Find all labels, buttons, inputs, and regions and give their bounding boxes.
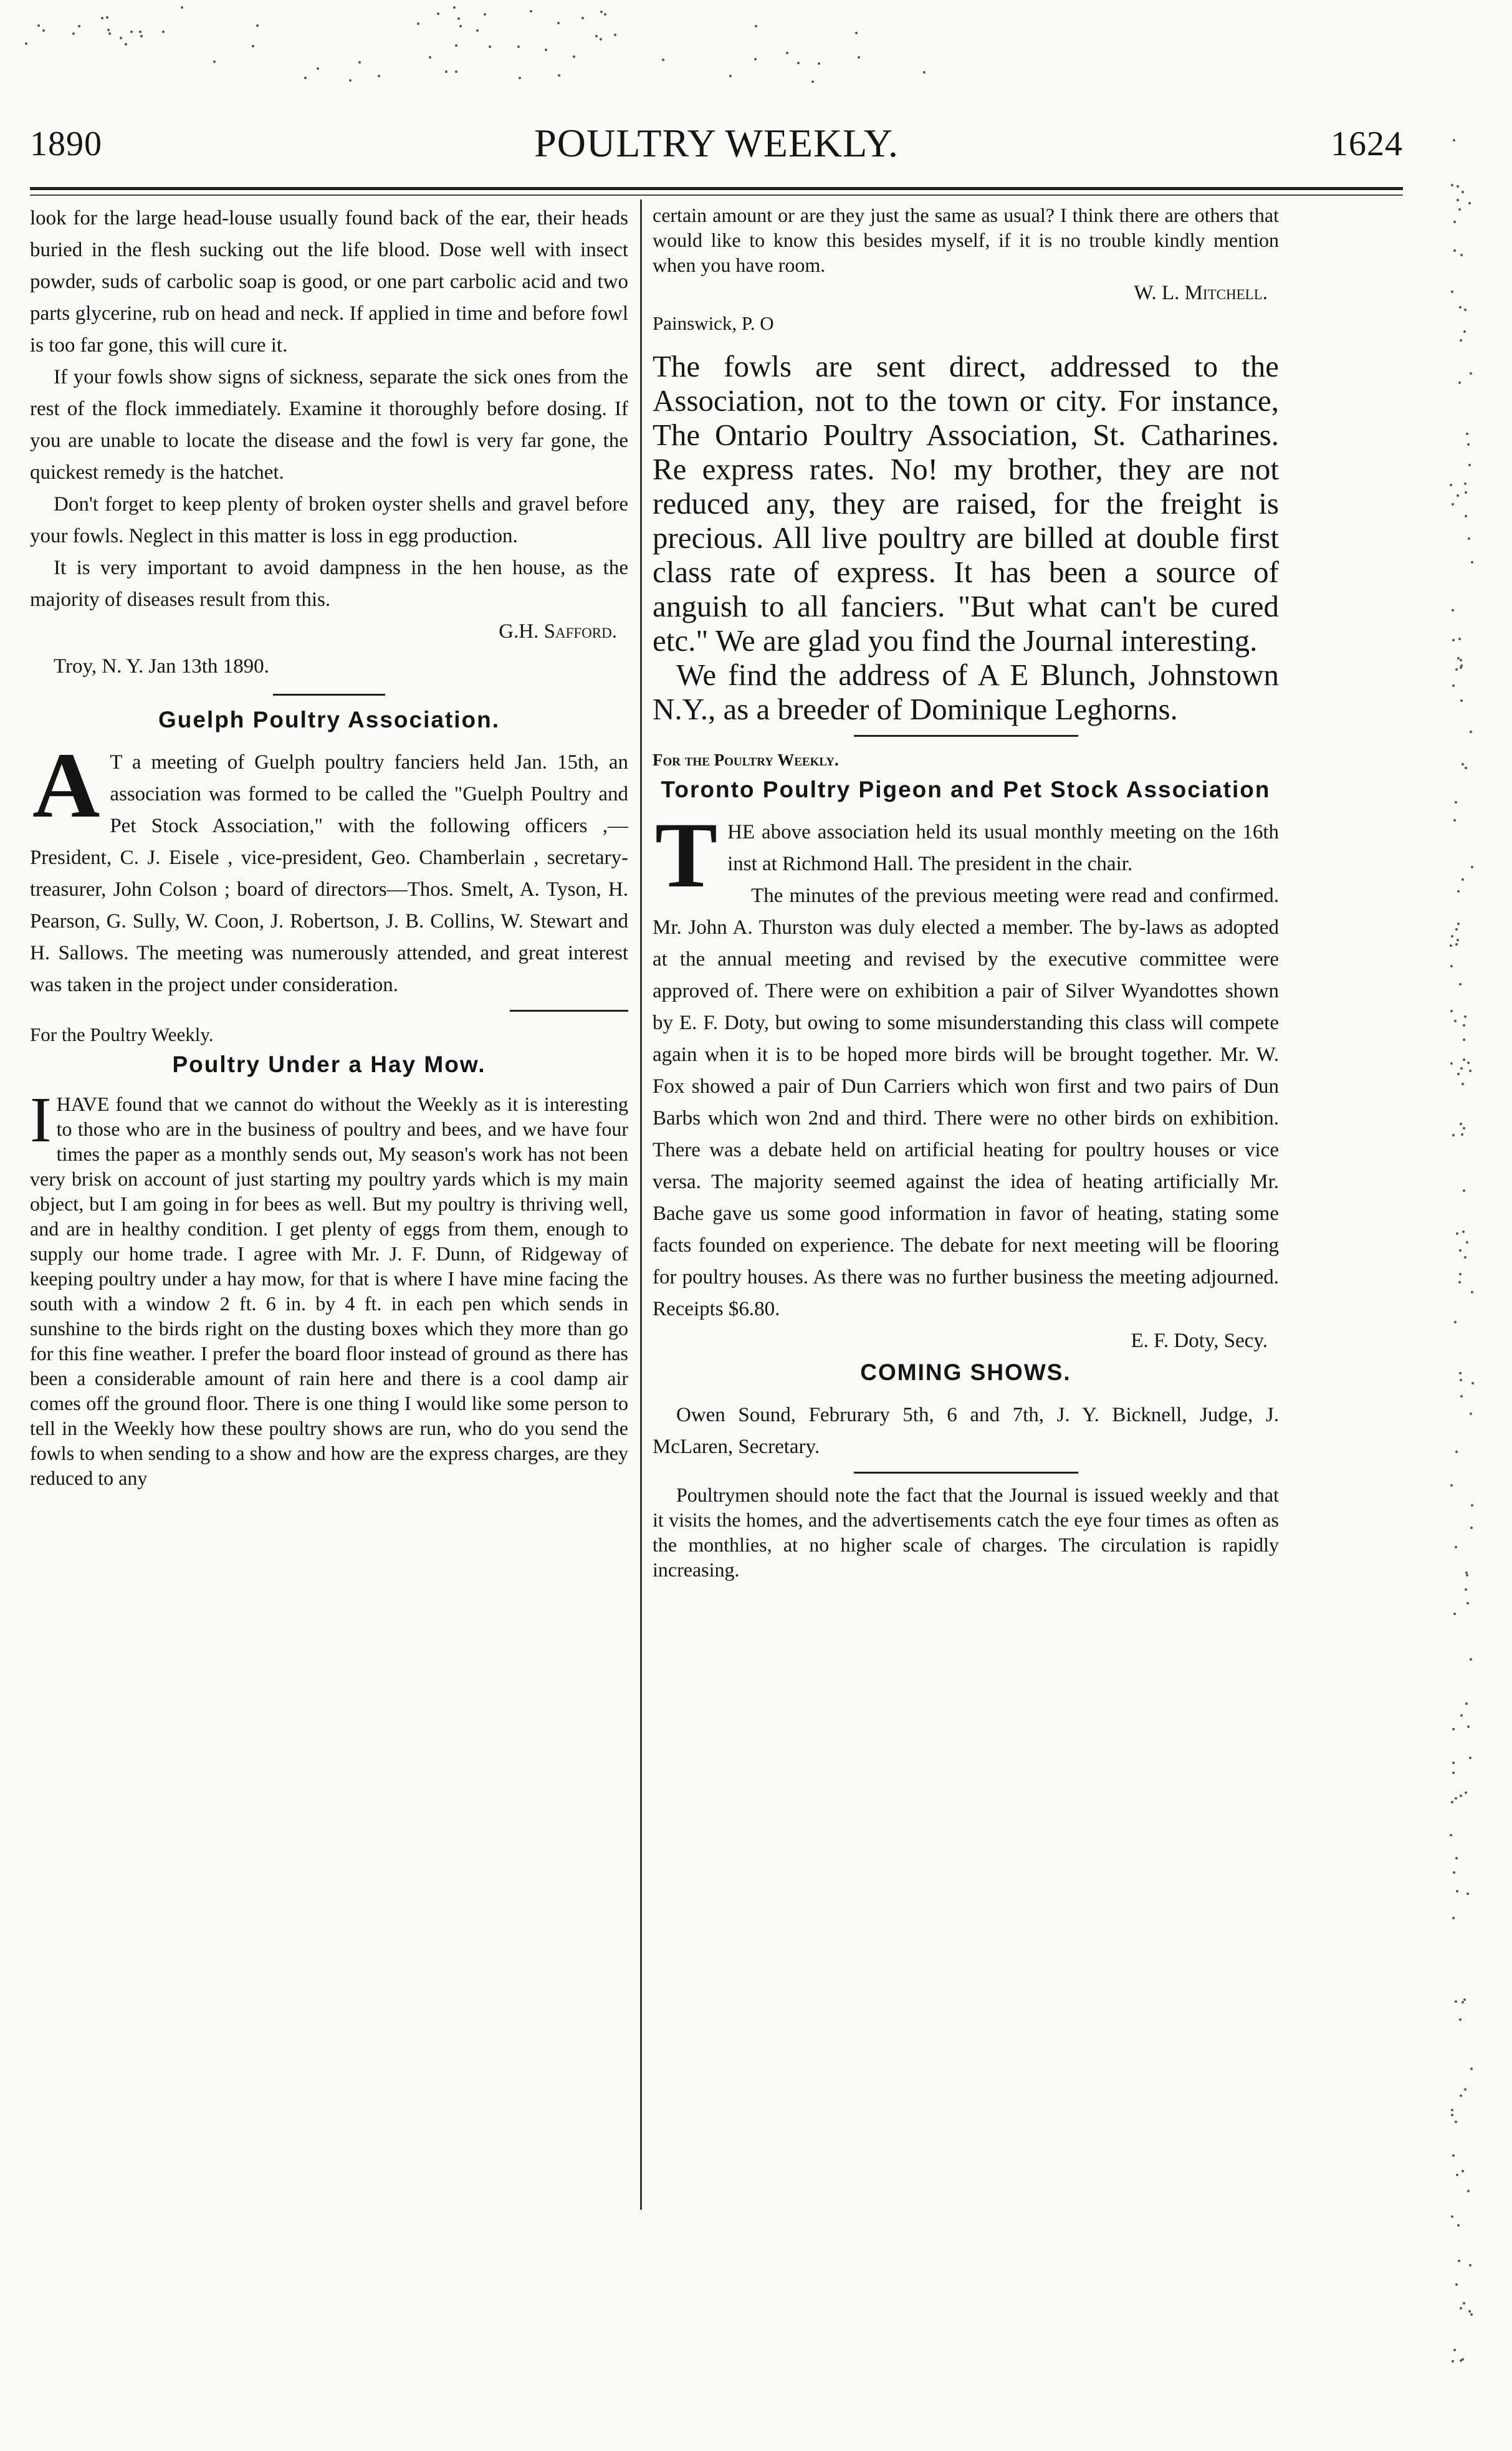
coming-shows-body: Owen Sound, Februrary 5th, 6 and 7th, J. Y. Bicknell, Judge, J. McLaren, Secretary. <box>653 1404 1279 1458</box>
scan-speck <box>1451 184 1453 186</box>
scan-speck <box>614 34 616 36</box>
scan-speck <box>1455 943 1458 946</box>
scan-speck <box>304 77 307 79</box>
scan-speck <box>1459 983 1462 986</box>
scan-speck <box>755 25 757 27</box>
toronto-article <box>653 803 1279 1325</box>
scan-speck <box>1463 1189 1465 1192</box>
scan-speck <box>1457 1073 1460 1075</box>
scan-speck <box>252 45 254 47</box>
scan-speck <box>1468 464 1471 466</box>
scan-speck <box>600 11 603 13</box>
scan-speck <box>120 37 122 39</box>
toronto-body: The minutes of the previous meeting were read and confirmed. Mr. John A. Thurston was duly elected a member. The by-laws as adopted at the annual meeting and revised by the executive committee were approved of. There were on exhibition a pair of Silver Wyandottes shown by E. F. Doty, but owing to some misunderstanding this class will compete again when it is to be hoped more birds will be brought together. Mr. W. Fox showed a pair of Dun Carriers which won first and two pairs of Dun Barbs which won 2nd and third. There were no other birds on exhibition. There was a debate held on artificial heating for poultry houses or vice versa. The majority seemed against the idea of heating artificially Mr. Bache gave us some good information in favor of heating, stating some facts founded on experience. The debate for next meeting will be flooring for poultry houses. As there was no further business the meeting adjourned. Receipts $6.80. <box>653 885 1279 1320</box>
scan-speck <box>1460 699 1463 702</box>
scan-speck <box>1456 2174 1458 2176</box>
scan-speck <box>595 35 598 37</box>
scan-speck <box>530 10 532 12</box>
scan-speck <box>1463 1127 1465 1130</box>
scan-speck <box>557 22 560 24</box>
scan-speck <box>25 42 27 45</box>
scan-speck <box>1470 1658 1472 1661</box>
scan-speck <box>1462 1230 1465 1233</box>
scan-speck <box>1460 2359 1462 2362</box>
scan-speck <box>1471 1291 1473 1293</box>
scan-speck <box>1460 1123 1462 1125</box>
toronto-credit: For the Poultry Weekly. <box>653 751 839 769</box>
scan-speck <box>1470 1413 1472 1415</box>
scan-speck <box>1467 1602 1469 1604</box>
scan-speck <box>437 12 439 15</box>
scan-speck <box>1468 537 1470 540</box>
scan-speck <box>1466 433 1468 435</box>
scan-speck <box>1460 2307 1462 2310</box>
scan-speck <box>1452 1917 1455 1919</box>
scan-speck <box>1464 2088 1467 2091</box>
scan-speck <box>1466 1241 1468 1244</box>
scan-speck <box>1459 1372 1462 1374</box>
scan-speck <box>1466 1574 1468 1576</box>
signature-mitchell: W. L. Mitchell. <box>1134 282 1268 304</box>
scan-speck <box>130 31 133 33</box>
scan-speck <box>1453 2349 1456 2351</box>
coming-shows-heading: COMING SHOWS. <box>860 1360 1071 1385</box>
scan-speck <box>1450 944 1452 947</box>
scan-speck <box>1452 1728 1455 1730</box>
section-divider <box>273 694 385 696</box>
scan-speck <box>1460 666 1462 669</box>
scan-speck <box>1462 2170 1464 2172</box>
scan-speck <box>349 79 352 82</box>
scan-speck <box>1453 139 1455 141</box>
scan-speck <box>1460 2094 1462 2097</box>
scan-speck <box>1463 1038 1465 1041</box>
scan-speck <box>1467 1725 1470 1728</box>
scan-speck <box>1455 801 1457 803</box>
scan-speck <box>1465 491 1467 494</box>
sickness-paragraph: If your fowls show signs of sickness, separate the sick ones from the rest of the flock immediately. Examine it thoroughly before dosing. If you are unable to locate the disease and the fowl is very far gone, the quickest remedy is the hatchet. <box>30 366 628 484</box>
scan-speck <box>1470 2313 1473 2316</box>
article-continuation-paragraph: look for the large head-louse usually found back of the ear, their heads buried in the flesh sucking out the life blood. Dose well with insect powder, suds of carbolic soap is good, or one part carbolic acid and two parts glycerine, rub on head and neck. If applied in time and before fowl is too far gone, this will cure it. <box>30 207 628 357</box>
guelph-article <box>30 734 628 1001</box>
guelph-drop-cap: A <box>32 734 100 837</box>
dateline-troy: Troy, N. Y. Jan 13th 1890. <box>54 655 269 678</box>
editor-reply: The fowls are sent direct, addressed to the Association, not to the town or city. For instance, The Ontario Poultry Association, St. Catharines. Re express rates. No! my brother, they are not reduced any, they are raised, for the freight is precious. All live poultry are billed at double first class rate of express. It has been a source of anguish to all fanciers. "But what can't be cured etc." We are glad you find the Journal interesting. <box>653 349 1279 658</box>
scan-speck <box>37 24 40 27</box>
scan-speck <box>1452 1134 1455 1136</box>
scan-speck <box>1464 1256 1467 1259</box>
scan-speck <box>1455 1857 1458 1859</box>
scan-speck <box>1453 249 1456 252</box>
scan-speck <box>1457 185 1459 188</box>
scan-speck <box>1458 2260 1460 2262</box>
scan-speck <box>1452 1772 1455 1774</box>
scan-speck <box>1455 2000 1457 2003</box>
scan-speck <box>256 24 259 27</box>
scan-speck <box>786 52 788 54</box>
scan-speck <box>1471 866 1473 868</box>
scan-speck <box>1460 1714 1463 1717</box>
scan-speck <box>1461 1133 1463 1136</box>
scan-speck <box>1458 208 1461 211</box>
toronto-heading: Toronto Poultry Pigeon and Pet Stock Association <box>661 777 1271 802</box>
scan-speck <box>1452 1762 1455 1764</box>
scan-speck <box>457 17 460 20</box>
hay-drop-cap: I <box>30 1084 52 1156</box>
scan-speck <box>1450 484 1452 486</box>
scan-speck <box>1465 1588 1467 1591</box>
scan-speck <box>1462 1083 1464 1085</box>
hay-mow-body: HAVE found that we cannot do without the Weekly as it is interesting to those who are in the business of poultry and bees, and we have four times the paper as a monthly sends out, My season's work has not been very brisk on account of just starting my poultry yards which is my main object, but I am going in for bees as well. But my poultry is thriving well, and are in healthy condition. I get plenty of eggs from them, enough to supply our home trade. I agree with Mr. J. F. Dunn, of Ridgeway of keeping poultry under a hay mow, for that is where I have mine facing the south with a window 2 ft. 6 in. by 4 ft. in each pen which sends in sunshine to the birds right on the dusting boxes which they more than go for this fine weather. I prefer the board floor instead of ground as there has been a considerable amount of rain here and there is a cool damp air comes off the ground floor. There is one thing I would like some person to tell in the Weekly how these poultry shows are run, who do you send the fowls to when sending to a show and how are the express charges, are they reduced to any <box>30 1093 628 1489</box>
scan-speck <box>1452 639 1455 641</box>
scan-speck <box>1454 1321 1457 1323</box>
scan-speck <box>1454 1020 1457 1022</box>
scan-speck <box>1458 638 1461 640</box>
scan-speck <box>1450 1834 1452 1836</box>
scan-speck <box>1452 684 1455 687</box>
scan-speck <box>162 31 165 33</box>
header-rule <box>30 187 1403 190</box>
dampness-paragraph: It is very important to avoid dampness in the hen house, as the majority of diseases result from this. <box>30 557 628 611</box>
scan-speck <box>1455 668 1458 671</box>
header-year: 1890 <box>30 125 102 163</box>
scan-speck <box>1458 1281 1461 1283</box>
scan-speck <box>1457 890 1460 893</box>
scan-speck <box>1451 2215 1453 2218</box>
scan-speck <box>1456 1232 1458 1235</box>
scan-speck <box>484 13 486 16</box>
scan-speck <box>1453 1613 1456 1615</box>
scan-speck <box>1471 1504 1473 1507</box>
scan-speck <box>1455 2283 1458 2286</box>
scan-edge-marks <box>1450 137 1475 2394</box>
scan-speck <box>797 62 800 64</box>
scan-speck <box>1465 1571 1468 1574</box>
scan-speck <box>1456 1890 1458 1892</box>
scan-speck <box>1465 1702 1468 1705</box>
scan-speck <box>1462 763 1464 765</box>
column-separator <box>640 199 642 2210</box>
scan-speck <box>811 80 814 83</box>
scan-speck <box>42 29 45 32</box>
scan-speck <box>1450 1010 1453 1012</box>
scan-speck <box>545 49 547 51</box>
scan-speck <box>1451 290 1453 293</box>
scan-speck <box>1465 1791 1467 1794</box>
scan-speck <box>1469 2264 1471 2266</box>
scan-speck <box>1464 309 1467 311</box>
toronto-drop-cap: T <box>655 803 718 907</box>
signature-safford: G.H. Safford. <box>499 620 617 643</box>
scan-speck <box>1457 923 1460 925</box>
scan-speck <box>754 58 757 60</box>
scan-speck <box>125 43 127 46</box>
editor-reply-blunch: We find the address of A E Blunch, Johnstown N.Y., as a breeder of Dominique Leghorns. <box>653 658 1279 726</box>
scan-speck <box>429 56 431 59</box>
scan-speck <box>213 60 216 63</box>
scan-speck <box>1462 2001 1464 2003</box>
scan-speck <box>1469 1757 1471 1759</box>
scan-speck <box>1460 1067 1463 1070</box>
scan-speck <box>1452 2154 1455 2157</box>
circulation-notice: Poultrymen should note the fact that the Journal is issued weekly and that it visits the homes, and the advertisements catch the eye four times as often as the monthlies, at no higher scale of charges. The circulation is rapidly increasing. <box>653 1484 1279 1581</box>
scan-speck <box>1457 657 1460 660</box>
scan-speck <box>1460 254 1463 256</box>
scan-speck <box>1470 731 1472 733</box>
scan-speck <box>1457 199 1459 201</box>
scan-speck <box>140 35 143 37</box>
scan-speck <box>181 6 183 9</box>
scan-speck <box>101 17 103 19</box>
scan-speck <box>581 17 584 19</box>
scan-speck <box>573 55 575 58</box>
scan-speck <box>1453 819 1456 822</box>
scan-speck <box>1470 2068 1473 2070</box>
scan-speck <box>358 61 361 64</box>
left-column <box>30 203 628 1490</box>
scan-speck <box>106 16 108 19</box>
scan-speck <box>459 25 462 27</box>
scan-speck <box>1450 1062 1453 1065</box>
scan-speck <box>1457 494 1459 497</box>
scan-speck <box>139 31 141 33</box>
scan-speck <box>1464 482 1467 485</box>
scan-speck <box>1468 2310 1471 2313</box>
scan-speck <box>1467 2190 1470 2192</box>
scan-speck <box>923 71 926 74</box>
scan-speck <box>378 75 380 77</box>
scan-speck <box>1471 561 1473 564</box>
scan-speck <box>1467 1892 1469 1895</box>
scan-speck <box>1452 609 1454 612</box>
scan-speck <box>1468 202 1471 204</box>
scan-speck <box>1451 935 1453 938</box>
hay-mow-article <box>30 1084 628 1490</box>
running-head <box>30 109 1403 178</box>
scan-speck <box>858 56 860 59</box>
scan-speck <box>1453 1871 1455 1874</box>
scan-speck <box>1452 2360 1454 2362</box>
section-divider <box>854 735 1078 737</box>
scan-speck <box>1455 1797 1457 1800</box>
toronto-body-opening: HE above association held its usual monthly meeting on the 16th inst at Richmond Hall. The president in the chair. <box>727 821 1279 875</box>
scan-speck <box>78 25 80 27</box>
scan-speck <box>600 38 602 41</box>
scan-speck <box>1459 1273 1462 1275</box>
scan-speck <box>1459 1249 1462 1252</box>
letter-continuation: certain amount or are they just the same as usual? I think there are others that would like to know this besides myself, if it is no trouble kindly mention when you have room. <box>653 204 1279 276</box>
scan-speck <box>1453 221 1456 223</box>
scan-speck <box>1452 503 1454 506</box>
scan-speck <box>855 32 858 34</box>
section-divider <box>510 1010 628 1012</box>
scan-speck <box>476 29 479 32</box>
scan-speck <box>1451 2114 1453 2116</box>
oyster-shells-paragraph: Don't forget to keep plenty of broken oyster shells and gravel before your fowls. Neglect in this matter is loss in egg production. <box>30 493 628 547</box>
scan-speck <box>72 32 75 35</box>
scan-speck <box>1460 1795 1462 1797</box>
scan-speck <box>1459 306 1462 309</box>
hay-mow-heading: Poultry Under a Hay Mow. <box>172 1052 486 1077</box>
scan-speck <box>1470 1527 1473 1529</box>
scan-speck <box>1450 1484 1453 1487</box>
scan-speck <box>1471 1382 1474 1384</box>
guelph-body: T a meeting of Guelph poultry fanciers held Jan. 15th, an association was formed to be called the "Guelph Poultry and Pet Stock Association," with the following officers ,—President, C. J. Eisele , vice-president, Geo. Chamberlain , secretary-treasurer, John Colson ; board of directors—Thos. Smelt, A. Tyson, H. Pearson, G. Sully, W. Coon, J. Robertson, J. B. Collins, W. Stewart and H. Sallows. The meeting was numerously attended, and great interest was taken in the project under consideration. <box>30 751 628 996</box>
scan-speck <box>1451 1801 1453 1803</box>
header-page-number: 1624 <box>1331 125 1403 163</box>
scan-speck <box>662 59 664 61</box>
scan-speck <box>1463 2302 1465 2305</box>
scan-speck <box>1463 1998 1466 2001</box>
scan-speck <box>1458 381 1461 384</box>
scan-speck <box>1460 1379 1462 1381</box>
scan-speck <box>1457 939 1459 941</box>
scan-speck <box>317 67 319 70</box>
scan-speck <box>1455 1546 1457 1548</box>
scan-speck <box>1463 330 1466 333</box>
scan-speck <box>445 70 447 73</box>
scan-speck <box>558 74 560 77</box>
header-title: POULTRY WEEKLY. <box>534 121 899 165</box>
scan-speck <box>1469 1070 1471 1072</box>
signature-doty: E. F. Doty, Secy. <box>1131 1330 1268 1352</box>
scan-speck <box>1470 372 1472 375</box>
scan-speck <box>1462 878 1464 881</box>
scan-speck <box>1450 965 1453 967</box>
scan-speck <box>1460 1395 1463 1398</box>
scan-speck <box>519 77 521 79</box>
scan-speck <box>1455 2121 1457 2123</box>
scan-speck <box>1451 2109 1453 2111</box>
section-divider <box>854 1472 1078 1474</box>
guelph-heading: Guelph Poultry Association. <box>158 707 500 732</box>
scan-speck <box>1463 1058 1465 1061</box>
scan-speck <box>489 46 491 48</box>
scan-speck <box>1464 1015 1467 1018</box>
header-rule-thin <box>30 194 1403 196</box>
right-column <box>653 203 1279 1582</box>
scan-speck <box>453 6 456 9</box>
scan-speck <box>1462 191 1464 193</box>
scan-speck <box>1467 1062 1470 1064</box>
hay-credit: For the Poultry Weekly. <box>30 1024 214 1045</box>
scan-speck <box>818 62 820 65</box>
scan-speck <box>604 13 606 16</box>
scan-speck <box>1463 1024 1465 1027</box>
scan-speck <box>107 29 110 31</box>
place-painswick: Painswick, P. O <box>653 312 774 334</box>
scan-speck <box>1455 1451 1458 1453</box>
scan-speck <box>1455 928 1458 931</box>
scan-speck <box>1467 443 1470 446</box>
scan-speck <box>1457 2224 1460 2227</box>
scan-speck <box>1460 659 1462 661</box>
scan-speck <box>1460 339 1462 342</box>
scan-speck <box>455 70 457 73</box>
scan-speck <box>1465 767 1467 769</box>
scan-speck <box>729 75 732 77</box>
scan-speck <box>1465 515 1467 517</box>
scan-speck <box>108 32 111 35</box>
scan-speck <box>517 46 520 48</box>
scan-speck <box>417 22 419 25</box>
scan-speck <box>1459 2018 1462 2021</box>
scan-speck <box>455 44 457 47</box>
